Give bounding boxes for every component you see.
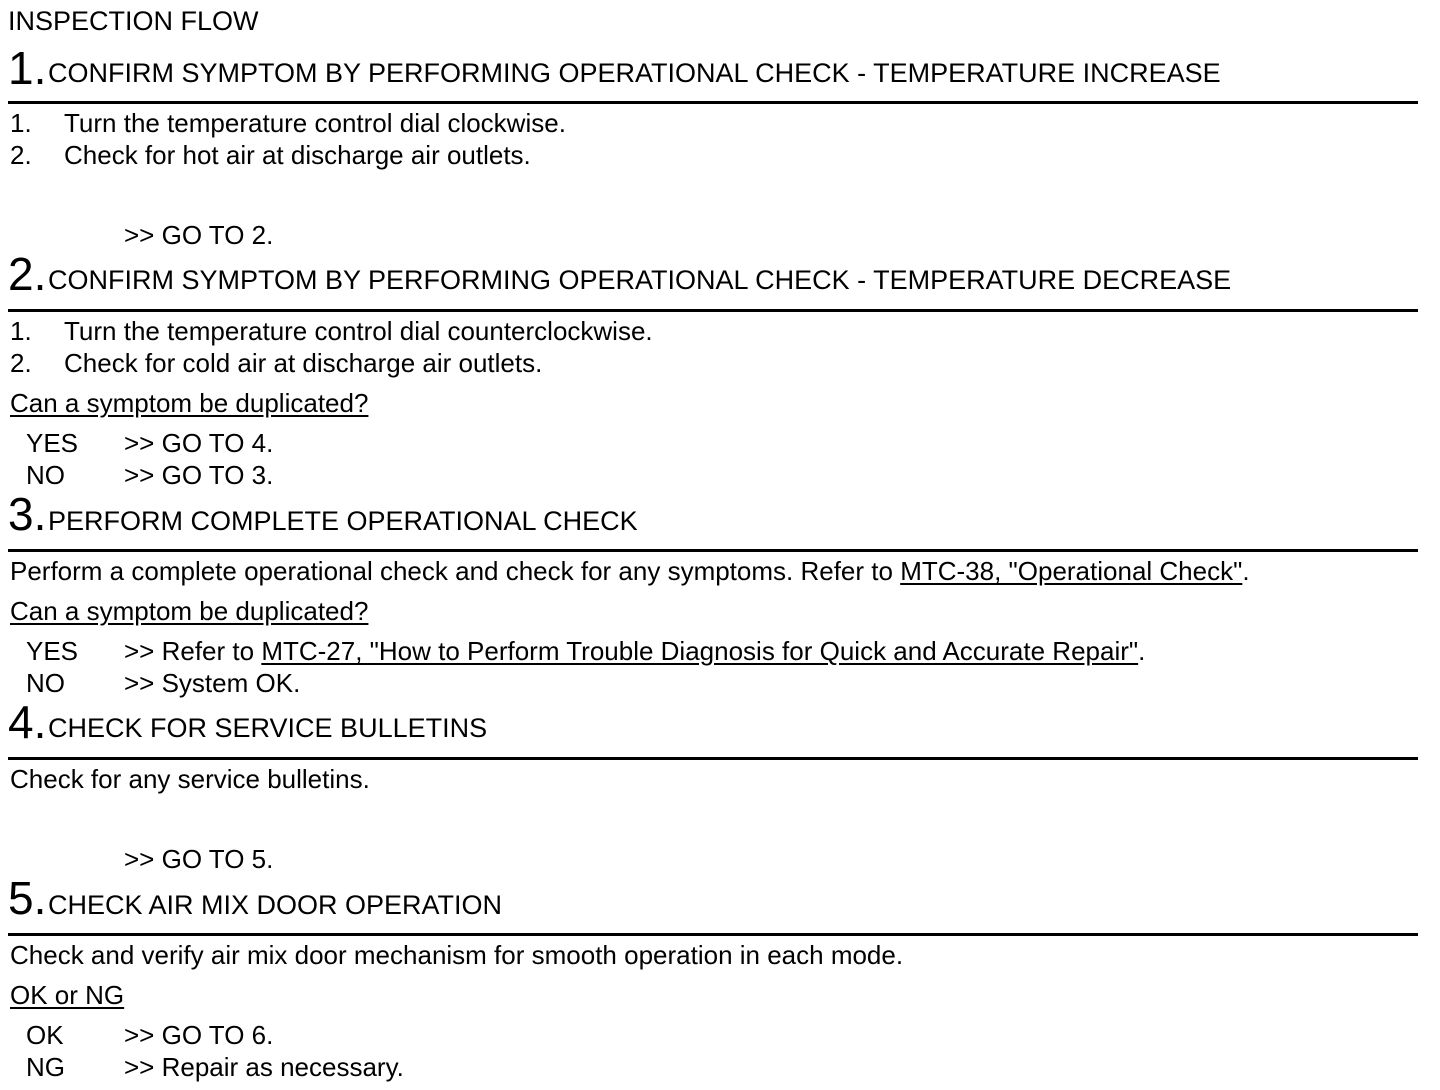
step-3-number: 3. — [8, 488, 47, 540]
step-1-goto: >> GO TO 2. — [124, 220, 274, 250]
step-2-answer-no-action: >> GO TO 3. — [124, 460, 274, 490]
step-2-item-2-number: 2. — [10, 348, 32, 378]
page-title: INSPECTION FLOW — [8, 6, 259, 36]
step-5-answer-ok-action: >> GO TO 6. — [124, 1020, 274, 1050]
step-2-divider — [8, 309, 1418, 312]
step-3-body-suffix: . — [1242, 556, 1250, 586]
step-2-answer-yes-action: >> GO TO 4. — [124, 428, 274, 458]
step-5-answer-ng-label: NG — [26, 1052, 65, 1082]
step-1-divider — [8, 101, 1418, 104]
step-1-item-1-text: Turn the temperature control dial clockwise. — [64, 108, 566, 138]
step-3-question: Can a symptom be duplicated? — [10, 596, 369, 626]
step-5-title: CHECK AIR MIX DOOR OPERATION — [48, 890, 503, 920]
step-1-item-1-number: 1. — [10, 108, 32, 138]
step-4-number: 4. — [8, 696, 47, 748]
step-3-answer-yes-suffix: . — [1138, 636, 1146, 666]
step-3-answer-no-label: NO — [26, 668, 65, 698]
mtc-27-trouble-diagnosis-link[interactable]: MTC-27, "How to Perform Trouble Diagnosis for Quick and Accurate Repair" — [261, 636, 1139, 666]
step-3-answer-yes-prefix: >> Refer to — [124, 636, 262, 666]
step-3-answer-yes-label: YES — [26, 636, 79, 666]
step-3-title: PERFORM COMPLETE OPERATIONAL CHECK — [48, 506, 638, 536]
step-5-number: 5. — [8, 872, 47, 924]
step-2-item-2-text: Check for cold air at discharge air outlets. — [64, 348, 543, 378]
step-5-body: Check and verify air mix door mechanism for smooth operation in each mode. — [10, 940, 904, 970]
step-2-number: 2. — [8, 248, 47, 300]
step-3-answer-yes-action — [124, 636, 1145, 666]
step-5-answer-ok-label: OK — [26, 1020, 64, 1050]
step-1-title: CONFIRM SYMPTOM BY PERFORMING OPERATIONAL CHECK - TEMPERATURE INCREASE — [48, 58, 1221, 88]
step-2-title: CONFIRM SYMPTOM BY PERFORMING OPERATIONAL CHECK - TEMPERATURE DECREASE — [48, 265, 1232, 295]
step-2-item-1-text: Turn the temperature control dial counterclockwise. — [64, 316, 653, 346]
step-3-body — [10, 556, 1250, 586]
step-4-title: CHECK FOR SERVICE BULLETINS — [48, 713, 488, 743]
step-2-item-1-number: 1. — [10, 316, 32, 346]
step-1-item-2-text: Check for hot air at discharge air outlets. — [64, 140, 531, 170]
step-1-number: 1. — [8, 42, 47, 94]
step-3-answer-no-action: >> System OK. — [124, 668, 301, 698]
step-2-answer-no-label: NO — [26, 460, 65, 490]
step-3-divider — [8, 549, 1418, 552]
step-4-body: Check for any service bulletins. — [10, 764, 370, 794]
step-2-question: Can a symptom be duplicated? — [10, 388, 369, 418]
step-4-goto: >> GO TO 5. — [124, 844, 274, 874]
step-5-question: OK or NG — [10, 980, 125, 1010]
step-1-item-2-number: 2. — [10, 140, 32, 170]
step-5-answer-ng-action: >> Repair as necessary. — [124, 1052, 404, 1082]
step-4-divider — [8, 757, 1418, 760]
mtc-38-operational-check-link[interactable]: MTC-38, "Operational Check" — [900, 556, 1243, 586]
step-5-divider — [8, 933, 1418, 936]
step-2-answer-yes-label: YES — [26, 428, 79, 458]
step-3-body-text: Perform a complete operational check and check for any symptoms. Refer to — [10, 556, 901, 586]
